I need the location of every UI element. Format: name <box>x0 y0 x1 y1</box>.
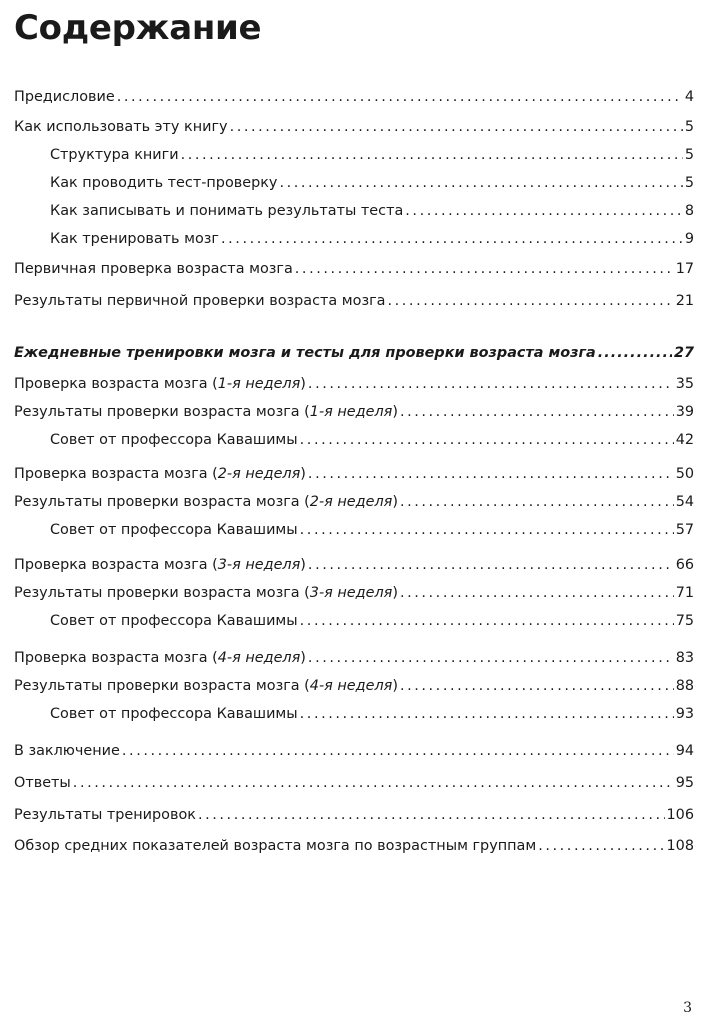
dot-leader <box>405 203 683 219</box>
toc-entry-label: Результаты проверки возраста мозга (1-я неделя) <box>14 404 398 420</box>
toc-entry-page: 17 <box>675 261 694 277</box>
toc-entry-label: Проверка возраста мозга (4-я неделя) <box>14 650 306 666</box>
toc-entry-page: 71 <box>675 585 694 601</box>
toc-section-heading[interactable] <box>14 345 694 367</box>
toc-entry-label: Результаты тренировок <box>14 807 196 823</box>
toc-entry-label: Совет от профессора Кавашимы <box>50 432 298 448</box>
toc-entry[interactable] <box>14 650 694 672</box>
toc-entry-label: Ежедневные тренировки мозга и тесты для проверки возраста мозга <box>14 345 596 361</box>
dot-leader <box>400 585 674 601</box>
toc-entry[interactable] <box>14 775 694 797</box>
toc-entry-page: 94 <box>675 743 694 759</box>
toc-subentry[interactable] <box>50 203 694 225</box>
toc-entry-label: Предисловие <box>14 89 115 105</box>
toc-entry-label: Проверка возраста мозга (1-я неделя) <box>14 376 306 392</box>
toc-entry-page: 27 <box>673 345 694 361</box>
dot-leader <box>295 261 674 277</box>
toc-entry[interactable] <box>14 838 694 860</box>
dot-leader <box>279 175 682 191</box>
toc-entry[interactable] <box>14 89 694 111</box>
toc-entry[interactable] <box>14 807 694 829</box>
toc-entry-page: 21 <box>675 293 694 309</box>
toc-entry[interactable] <box>14 585 694 607</box>
dot-leader <box>598 345 672 361</box>
toc-entry-label: Совет от профессора Кавашимы <box>50 706 298 722</box>
toc-entry-label: Обзор средних показателей возраста мозга по возрастным группам <box>14 838 537 854</box>
dot-leader <box>73 775 674 791</box>
dot-leader <box>181 147 683 163</box>
toc-entry-page: 66 <box>675 557 694 573</box>
toc-entry-page: 93 <box>675 706 694 722</box>
toc-entry-label: Как проводить тест-проверку <box>50 175 278 191</box>
toc-entry-page: 57 <box>675 522 694 538</box>
dot-leader <box>300 432 674 448</box>
dot-leader <box>300 613 674 629</box>
toc-entry-label: Структура книги <box>50 147 179 163</box>
dot-leader <box>300 706 674 722</box>
toc-subentry[interactable] <box>50 706 694 728</box>
dot-leader <box>400 404 674 420</box>
toc-entry-label: Первичная проверка возраста мозга <box>14 261 293 277</box>
toc-entry[interactable] <box>14 494 694 516</box>
toc-entry-page: 50 <box>675 466 694 482</box>
page-number: 3 <box>683 1000 692 1016</box>
dot-leader <box>308 376 674 392</box>
toc-entry[interactable] <box>14 261 694 283</box>
toc-entry-label: Результаты проверки возраста мозга (3-я неделя) <box>14 585 398 601</box>
dot-leader <box>400 494 674 510</box>
toc-subentry[interactable] <box>50 613 694 635</box>
toc-entry[interactable] <box>14 376 694 398</box>
toc-entry[interactable] <box>14 119 694 141</box>
dot-leader <box>400 678 674 694</box>
toc-entry-page: 5 <box>684 119 694 135</box>
dot-leader <box>308 557 674 573</box>
toc-subentry[interactable] <box>50 432 694 454</box>
toc-entry[interactable] <box>14 743 694 765</box>
toc-entry[interactable] <box>14 293 694 315</box>
dot-leader <box>230 119 683 135</box>
dot-leader <box>308 466 674 482</box>
toc-subentry[interactable] <box>50 522 694 544</box>
dot-leader <box>221 231 683 247</box>
toc-entry-page: 75 <box>675 613 694 629</box>
toc-entry-page: 8 <box>684 203 694 219</box>
toc-entry-label: Совет от профессора Кавашимы <box>50 522 298 538</box>
toc-entry[interactable] <box>14 404 694 426</box>
toc-entry-page: 5 <box>684 175 694 191</box>
toc-entry-page: 9 <box>684 231 694 247</box>
page-title: Содержание <box>14 8 262 48</box>
dot-leader <box>198 807 665 823</box>
toc-entry-label: Как тренировать мозг <box>50 231 219 247</box>
toc-entry-label: Как записывать и понимать результаты теста <box>50 203 404 219</box>
toc-entry-page: 83 <box>675 650 694 666</box>
toc-entry-label: Проверка возраста мозга (3-я неделя) <box>14 557 306 573</box>
toc-entry[interactable] <box>14 466 694 488</box>
toc-entry-page: 108 <box>666 838 694 854</box>
dot-leader <box>122 743 674 759</box>
toc-entry-label: Как использовать эту книгу <box>14 119 228 135</box>
dot-leader <box>117 89 683 105</box>
dot-leader <box>387 293 673 309</box>
toc-entry[interactable] <box>14 678 694 700</box>
toc-entry-page: 39 <box>675 404 694 420</box>
toc-entry-label: Результаты проверки возраста мозга (4-я неделя) <box>14 678 398 694</box>
toc-subentry[interactable] <box>50 147 694 169</box>
dot-leader <box>308 650 674 666</box>
toc-entry-label: Результаты первичной проверки возраста мозга <box>14 293 386 309</box>
toc-entry-label: Проверка возраста мозга (2-я неделя) <box>14 466 306 482</box>
dot-leader <box>300 522 674 538</box>
toc-entry-page: 35 <box>675 376 694 392</box>
toc-entry-label: Совет от профессора Кавашимы <box>50 613 298 629</box>
toc-entry-page: 42 <box>675 432 694 448</box>
toc-entry[interactable] <box>14 557 694 579</box>
toc-entry-label: Ответы <box>14 775 71 791</box>
toc-subentry[interactable] <box>50 231 694 253</box>
toc-entry-page: 88 <box>675 678 694 694</box>
toc-entry-label: Результаты проверки возраста мозга (2-я неделя) <box>14 494 398 510</box>
toc-entry-page: 106 <box>666 807 694 823</box>
toc-entry-page: 95 <box>675 775 694 791</box>
toc-entry-page: 5 <box>684 147 694 163</box>
toc-subentry[interactable] <box>50 175 694 197</box>
dot-leader <box>538 838 664 854</box>
toc-entry-page: 54 <box>675 494 694 510</box>
toc-entry-label: В заключение <box>14 743 120 759</box>
toc-entry-page: 4 <box>684 89 694 105</box>
